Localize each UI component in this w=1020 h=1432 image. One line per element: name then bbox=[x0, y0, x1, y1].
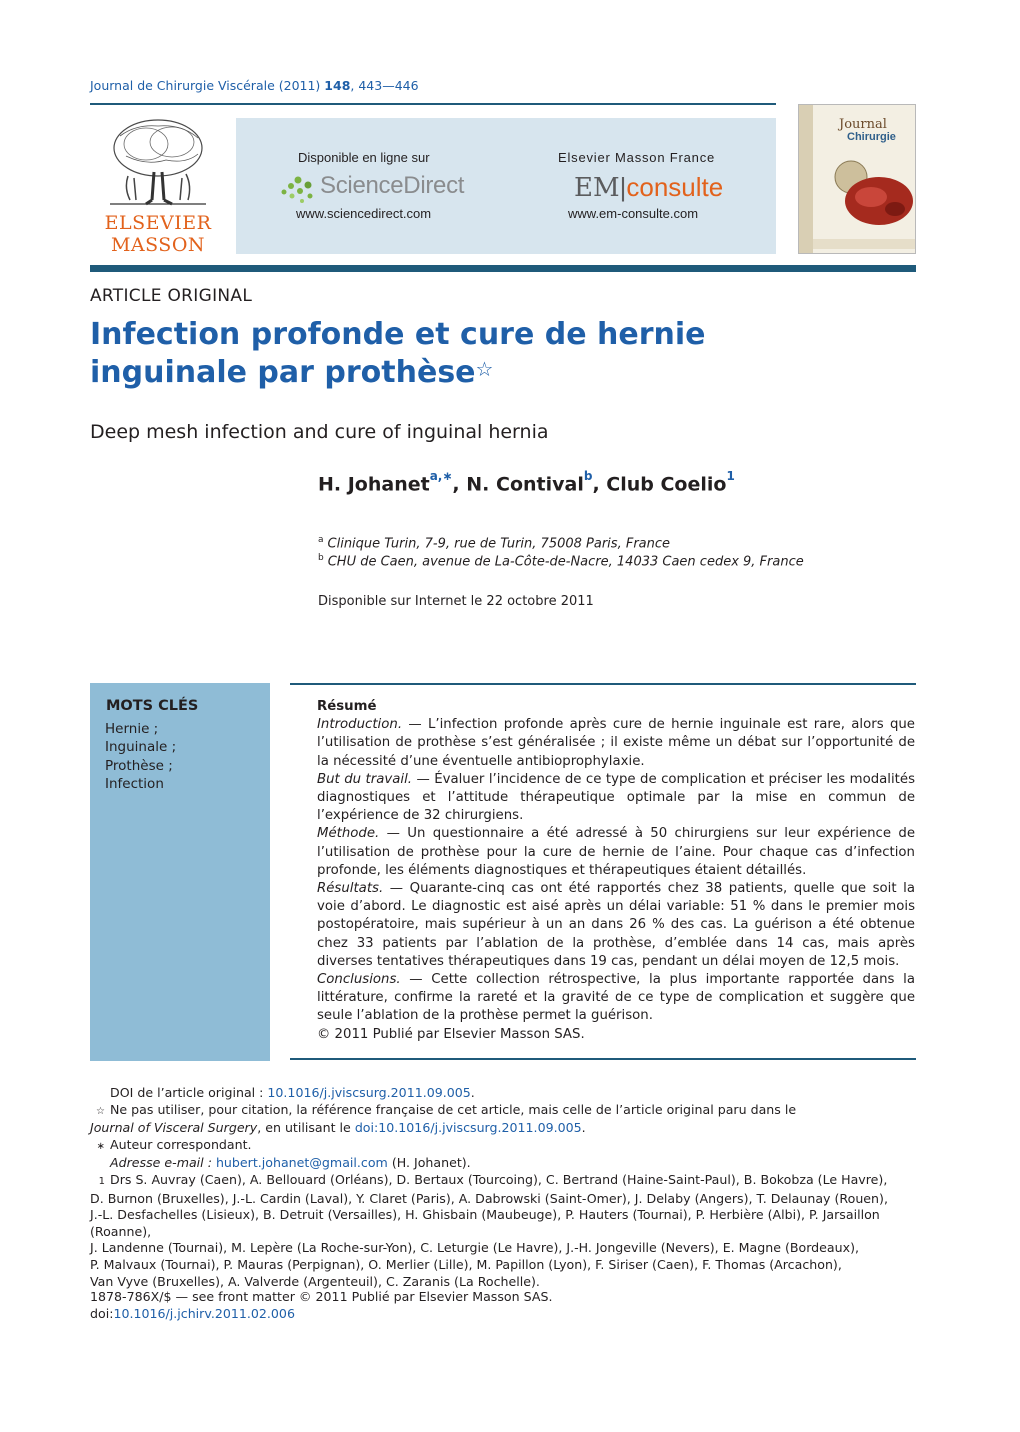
footnote-corresponding-text: Auteur correspondant. bbox=[110, 1136, 252, 1152]
header-rule bbox=[90, 103, 776, 105]
abstract-section-label: But du travail. bbox=[317, 771, 412, 787]
article-doi-label: doi: bbox=[90, 1305, 114, 1321]
footnote-star-text2: , en utilisant le bbox=[257, 1120, 355, 1136]
affiliation-text: CHU de Caen, avenue de La-Côte-de-Nacre, 14033 Caen cedex 9, France bbox=[327, 554, 804, 570]
journal-name: Journal de Chirurgie Viscérale (2011) bbox=[90, 78, 321, 93]
footnote-doi-label: DOI de l’article original : bbox=[110, 1085, 268, 1100]
keyword-item: Inguinale ; bbox=[105, 739, 177, 756]
front-matter-info bbox=[90, 1289, 552, 1322]
elsevier-masson-logo bbox=[90, 116, 226, 256]
footnote-corresponding-mark: ∗ bbox=[96, 1140, 105, 1152]
journal-citation bbox=[90, 78, 419, 93]
footnote-email bbox=[90, 1155, 916, 1172]
journal-volume: 148 bbox=[324, 78, 351, 93]
affiliation-mark: b bbox=[318, 553, 324, 563]
article-doi-line bbox=[90, 1306, 552, 1323]
cover-title-chirurgie: Chirurgie bbox=[847, 131, 896, 143]
keywords-title: MOTS CLÉS bbox=[106, 698, 199, 714]
affiliation bbox=[318, 553, 804, 569]
affiliation-text: Clinique Turin, 7-9, rue de Turin, 75008 Paris, France bbox=[327, 536, 671, 552]
issn-line: 1878-786X/$ — see front matter © 2011 Publié par Elsevier Masson SAS. bbox=[90, 1289, 553, 1304]
club-members-line: J. Landenne (Tournai), M. Lepère (La Roche-sur-Yon), C. Leturgie (Le Havre), J.-H. Jongeville (Nevers), E. Magne (Bordeaux), bbox=[90, 1240, 859, 1256]
keyword-item: Hernie ; bbox=[105, 721, 159, 737]
article-title bbox=[90, 316, 810, 392]
club-members-line: Van Vyve (Bruxelles), A. Valverde (Argenteuil), C. Zaranis (La Rochelle). bbox=[90, 1273, 540, 1289]
abstract-section-label: Méthode. bbox=[317, 826, 380, 842]
footnote-star-end: . bbox=[581, 1120, 586, 1136]
email-author-name: (H. Johanet). bbox=[387, 1155, 471, 1171]
article-title-text: Infection profonde et cure de hernie inguinale par prothèse bbox=[90, 317, 706, 390]
abstract-section-label: Introduction. bbox=[317, 717, 403, 733]
article-type: ARTICLE ORIGINAL bbox=[90, 286, 253, 306]
footnote-star-text: Ne pas utiliser, pour citation, la référence française de cet article, mais celle de l’article original paru dans le bbox=[110, 1101, 797, 1117]
affiliation-mark: a bbox=[318, 535, 324, 545]
club-members-line: Drs S. Auvray (Caen), A. Bellouard (Orléans), D. Bertaux (Tourcoing), C. Bertrand (Haine-Saint-Paul), B. Bokobza (Le Havre), bbox=[110, 1171, 888, 1187]
em-consulte-url[interactable]: www.em-consulte.com bbox=[568, 206, 699, 221]
journal-cover-thumbnail bbox=[798, 104, 916, 254]
footnote-star bbox=[90, 1102, 916, 1121]
abstract-section-text: — L’infection profonde après cure de hernie inguinale est rare, alors que l’utilisation de prothèse s’est généralisée ; il existe même un débat sur l’opportunité de la nécessité d’une éventuelle antibioprophylaxie. bbox=[317, 717, 915, 769]
footnote-doi-end: . bbox=[470, 1085, 475, 1100]
affiliation bbox=[318, 535, 670, 551]
abstract-section bbox=[317, 771, 915, 826]
sciencedirect-wordmark: ScienceDirect bbox=[320, 172, 465, 199]
author-name: H. Johanet bbox=[318, 473, 430, 496]
keyword-item: Prothèse ; bbox=[105, 757, 173, 774]
title-footnote-star-icon[interactable]: ☆ bbox=[475, 357, 494, 381]
abstract-section-text: — Cette collection rétrospective, la plus importante rapportée dans la littérature, confirme la rareté et la gravité de ce type de complication et suggère que seule l’ablation de la prothèse permet la guérison. bbox=[317, 972, 915, 1024]
author-name: Club Coelio bbox=[606, 473, 727, 496]
footnote-journal-name: Journal of Visceral Surgery bbox=[90, 1120, 258, 1136]
original-doi-link[interactable]: 10.1016/j.jviscsurg.2011.09.005 bbox=[267, 1085, 471, 1100]
author-list bbox=[318, 469, 735, 496]
author-name: N. Contival bbox=[466, 473, 584, 496]
footnote-star-continued bbox=[90, 1120, 916, 1137]
em-wordmark: EM bbox=[574, 173, 620, 203]
author-separator: , bbox=[452, 473, 460, 496]
abstract-section-text: — Un questionnaire a été adressé à 50 chirurgiens sur leur expérience de l’utilisation de prothèse pour la cure de hernie de l’aine. Pour chaque cas d’infection profonde, les éléments diagnostiques et thérapeutiques étaient détaillés. bbox=[317, 826, 915, 878]
abstract-section bbox=[317, 825, 915, 880]
abstract-bottom-rule bbox=[290, 1058, 916, 1060]
author-affiliation-mark[interactable]: 1 bbox=[726, 469, 735, 483]
club-members-line: D. Burnon (Bruxelles), J.-L. Cardin (Laval), Y. Claret (Paris), A. Dabrowski (Saint-Omer), J. Delaby (Angers), T. Delaunay (Rouen), bbox=[90, 1190, 888, 1206]
em-bar: | bbox=[619, 172, 627, 202]
footnote-club-mark: 1 bbox=[98, 1175, 105, 1187]
elsevier-tree-icon bbox=[106, 116, 210, 208]
abstract-section bbox=[317, 716, 915, 771]
keywords-box bbox=[90, 683, 270, 1061]
elsevier-wordmark: ELSEVIER bbox=[104, 212, 212, 234]
footnote-club bbox=[90, 1172, 916, 1191]
em-publisher-label: Elsevier Masson France bbox=[558, 150, 716, 165]
cover-title-journal: Journal bbox=[839, 117, 887, 132]
consulte-wordmark: consulte bbox=[626, 172, 724, 202]
abstract-section-text: — Évaluer l’incidence de ce type de complication et préciser les modalités diagnostiques et l’attitude thérapeutique optimale par la mise en commun de l’expérience de 32 chirurgiens. bbox=[317, 771, 915, 824]
abstract-heading: Résumé bbox=[317, 699, 377, 714]
footnotes bbox=[90, 1085, 916, 1290]
club-members-line: J.-L. Desfachelles (Lisieux), B. Detruit (Versailles), H. Ghisbain (Maubeuge), P. Hauters (Tournai), P. Herbière (Albi), P. Jarsaillon (Roanne), bbox=[90, 1207, 880, 1239]
article-doi-link[interactable]: 10.1016/j.jchirv.2011.02.006 bbox=[113, 1305, 295, 1321]
footnote-doi bbox=[90, 1085, 916, 1102]
abstract-section-label: Résultats. bbox=[317, 881, 384, 897]
abstract-copyright: © 2011 Publié par Elsevier Masson SAS. bbox=[317, 1026, 585, 1042]
journal-pages: , 443—446 bbox=[350, 78, 419, 93]
keywords-list bbox=[105, 720, 176, 794]
cover-image-icon bbox=[799, 105, 916, 254]
em-consulte-logo bbox=[574, 172, 723, 203]
abstract-section bbox=[317, 880, 915, 971]
masson-wordmark: MASSON bbox=[110, 234, 206, 256]
author-separator: , bbox=[592, 473, 600, 496]
author-email-link[interactable]: hubert.johanet@gmail.com bbox=[215, 1155, 388, 1171]
availability-banner bbox=[236, 118, 776, 254]
abstract-section-label: Conclusions. bbox=[317, 972, 401, 988]
author-affiliation-mark[interactable]: b bbox=[583, 469, 593, 483]
abstract bbox=[317, 698, 915, 1044]
author-affiliation-mark[interactable]: a,∗ bbox=[429, 469, 453, 483]
keyword-item: Infection bbox=[105, 776, 164, 793]
english-doi-link[interactable]: doi:10.1016/j.jviscsurg.2011.09.005 bbox=[354, 1120, 582, 1136]
email-label: Adresse e-mail : bbox=[110, 1155, 216, 1171]
footnote-star-icon: ☆ bbox=[96, 1105, 105, 1117]
abstract-section-text: — Quarante-cinq cas ont été rapportés chez 38 patients, quelle que soit la voie d’abord. Le diagnostic est aisé après un délai variable: 51 % dans le premier mois postopératoire, mais supérieur à un an dans 26 % des cas. La guérison a été obtenue chez 33 patients par l’ablation de la prothèse, d’emblée dans 14 cas, mais après diverses tentatives thérapeutiques dans 19 cas, pendant un délai moyen de 12,5 mois. bbox=[317, 881, 915, 969]
sciencedirect-url[interactable]: www.sciencedirect.com bbox=[296, 206, 432, 221]
available-online-label: Disponible en ligne sur bbox=[298, 150, 430, 165]
article-subtitle: Deep mesh infection and cure of inguinal hernia bbox=[90, 421, 549, 443]
footnote-corresponding bbox=[90, 1137, 916, 1156]
abstract-section bbox=[317, 971, 915, 1026]
abstract-top-rule bbox=[290, 683, 916, 685]
header-thick-rule bbox=[90, 265, 916, 272]
club-members-line: P. Malvaux (Tournai), P. Mauras (Perpignan), O. Merlier (Lille), M. Papillon (Lyon), F. Siriser (Caen), F. Thomas (Arcachon), bbox=[90, 1256, 842, 1272]
online-date: Disponible sur Internet le 22 octobre 2011 bbox=[318, 594, 594, 609]
